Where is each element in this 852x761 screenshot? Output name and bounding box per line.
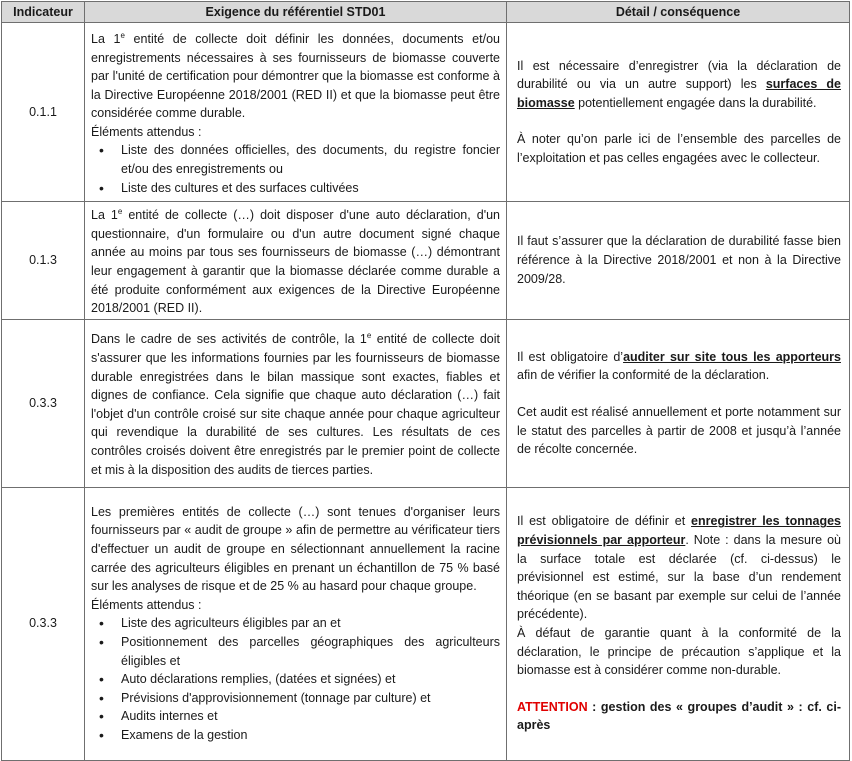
requirement-text: La 1e entité de collecte doit définir les données, documents et/ou enregistrements nécessaires à ses fournisseurs de biomasse couverte par l'unité de certification pour démontrer que la biomasse est conforme à la Directive Européenne 2018/2001 (RED II) et que la biomasse peut être considérée comme durable.: [91, 30, 500, 121]
header-row: [2, 2, 850, 23]
list-item: • Positionnement des parcelles géographiques des agriculteurs éligibles et: [91, 633, 500, 670]
list-item: • Liste des cultures et des surfaces cultivées: [91, 179, 500, 198]
detail-paragraph: Il est obligatoire de définir et enregistrer les tonnages prévisionnels par apporteur. Note : dans la mesure où la surface totale est déclarée (cf. ci-dessus) le prévisionnel est estimé, sur la base d’un rendement théorique (en se basant par exemple sur celui de l’année précédente).: [517, 514, 841, 622]
indicator-cell: 0.3.3: [2, 487, 85, 760]
indicator-cell: 0.1.1: [2, 23, 85, 202]
requirement-text: Les premières entités de collecte (…) sont tenues d'organiser leurs fournisseurs par « audit de groupe » afin de permettre au vérificateur tiers d'effectuer un audit de groupe en sélectionnant annuellement la racine carrée des agriculteurs éligibles en prenant un échantillon de 75 % basé sur les analyses de risque et de 25 % au hasard pour chaque groupe.: [91, 504, 500, 594]
detail-paragraph: Cet audit est réalisé annuellement et porte notamment sur le statut des parcelles à partir de 2008 et jusqu’à l’année de récolte concernée.: [517, 404, 841, 457]
detail-paragraph: À noter qu’on parle ici de l’ensemble des parcelles de l’exploitation et pas celles engagées avec le collecteur.: [517, 132, 841, 165]
expected-elements-title: Éléments attendus :: [91, 597, 202, 612]
expected-elements-list: [91, 141, 500, 197]
detail-cell: [507, 23, 850, 202]
detail-cell: [507, 319, 850, 487]
header-indicator: Indicateur: [2, 2, 85, 23]
list-item: • Audits internes et: [91, 707, 500, 726]
requirement-cell: [85, 487, 507, 760]
list-item: • Examens de la gestion: [91, 726, 500, 745]
list-item: • Prévisions d'approvisionnement (tonnage par culture) et: [91, 689, 500, 708]
requirement-text: Dans le cadre de ses activités de contrôle, la 1e entité de collecte doit s'assurer que les informations fournies par les fournisseurs de biomasse durable enregistrées dans le bilan massique sont exactes, fiables et dignes de confiance. Cela signifie que chaque auto déclaration (…) fait l'objet d'un contrôle croisé sur site chaque année pour chaque agriculteur qui revendique la durabilité de ses cultures. Les résultats de ces contrôles croisés doivent être enregistrés par le premier point de collecte et mis à la disposition des audits de tierces parties.: [91, 331, 500, 477]
list-item: • Auto déclarations remplies, (datées et signées) et: [91, 670, 500, 689]
expected-elements-list: [91, 614, 500, 744]
table-row: [2, 487, 850, 760]
table-row: [2, 23, 850, 202]
detail-paragraph: Il faut s’assurer que la déclaration de durabilité fasse bien référence à la Directive 2018/2001 et non à la Directive 2009/28.: [517, 234, 841, 286]
attention-label: ATTENTION: [517, 699, 588, 714]
table-row: [2, 319, 850, 487]
requirement-cell: [85, 202, 507, 320]
list-item: • Liste des données officielles, des documents, du registre foncier et/ou des enregistrements ou: [91, 141, 500, 178]
indicator-cell: 0.1.3: [2, 202, 85, 320]
detail-paragraph: Il est nécessaire d’enregistrer (via la déclaration de durabilité ou via un autre support) les surfaces de biomasse potentiellement engagée dans la durabilité.: [517, 58, 841, 110]
requirement-cell: [85, 23, 507, 202]
requirement-cell: [85, 319, 507, 487]
detail-paragraph: À défaut de garantie quant à la conformité de la déclaration, le principe de précaution s’applique et la biomasse est à considérer comme non-durable.: [517, 626, 841, 678]
detail-paragraph: Il est obligatoire d’auditer sur site tous les apporteurs afin de vérifier la conformité de la déclaration.: [517, 349, 841, 383]
list-item: • Liste des agriculteurs éligibles par an et: [91, 614, 500, 633]
table-row: [2, 202, 850, 320]
expected-elements-title: Éléments attendus :: [91, 124, 202, 139]
std01-requirements-table: [1, 1, 850, 761]
attention-note: ATTENTION : gestion des « groupes d’audit » : cf. ci-après: [517, 699, 841, 733]
detail-cell: [507, 202, 850, 320]
header-requirement: Exigence du référentiel STD01: [85, 2, 507, 23]
requirement-text: La 1e entité de collecte (…) doit disposer d'une auto déclaration, d'un questionnaire, d'un formulaire ou d'un autre document signé chaque année au moins par tous ses fournisseurs de biomasse (…) démontrant leur engagement à garantir que la biomasse déclarée comme durable a été produite conformément aux exigences de la Directive Européenne 2018/2001 (RED II).: [91, 207, 500, 316]
header-detail: Détail / conséquence: [507, 2, 850, 23]
detail-cell: [507, 487, 850, 760]
indicator-cell: 0.3.3: [2, 319, 85, 487]
